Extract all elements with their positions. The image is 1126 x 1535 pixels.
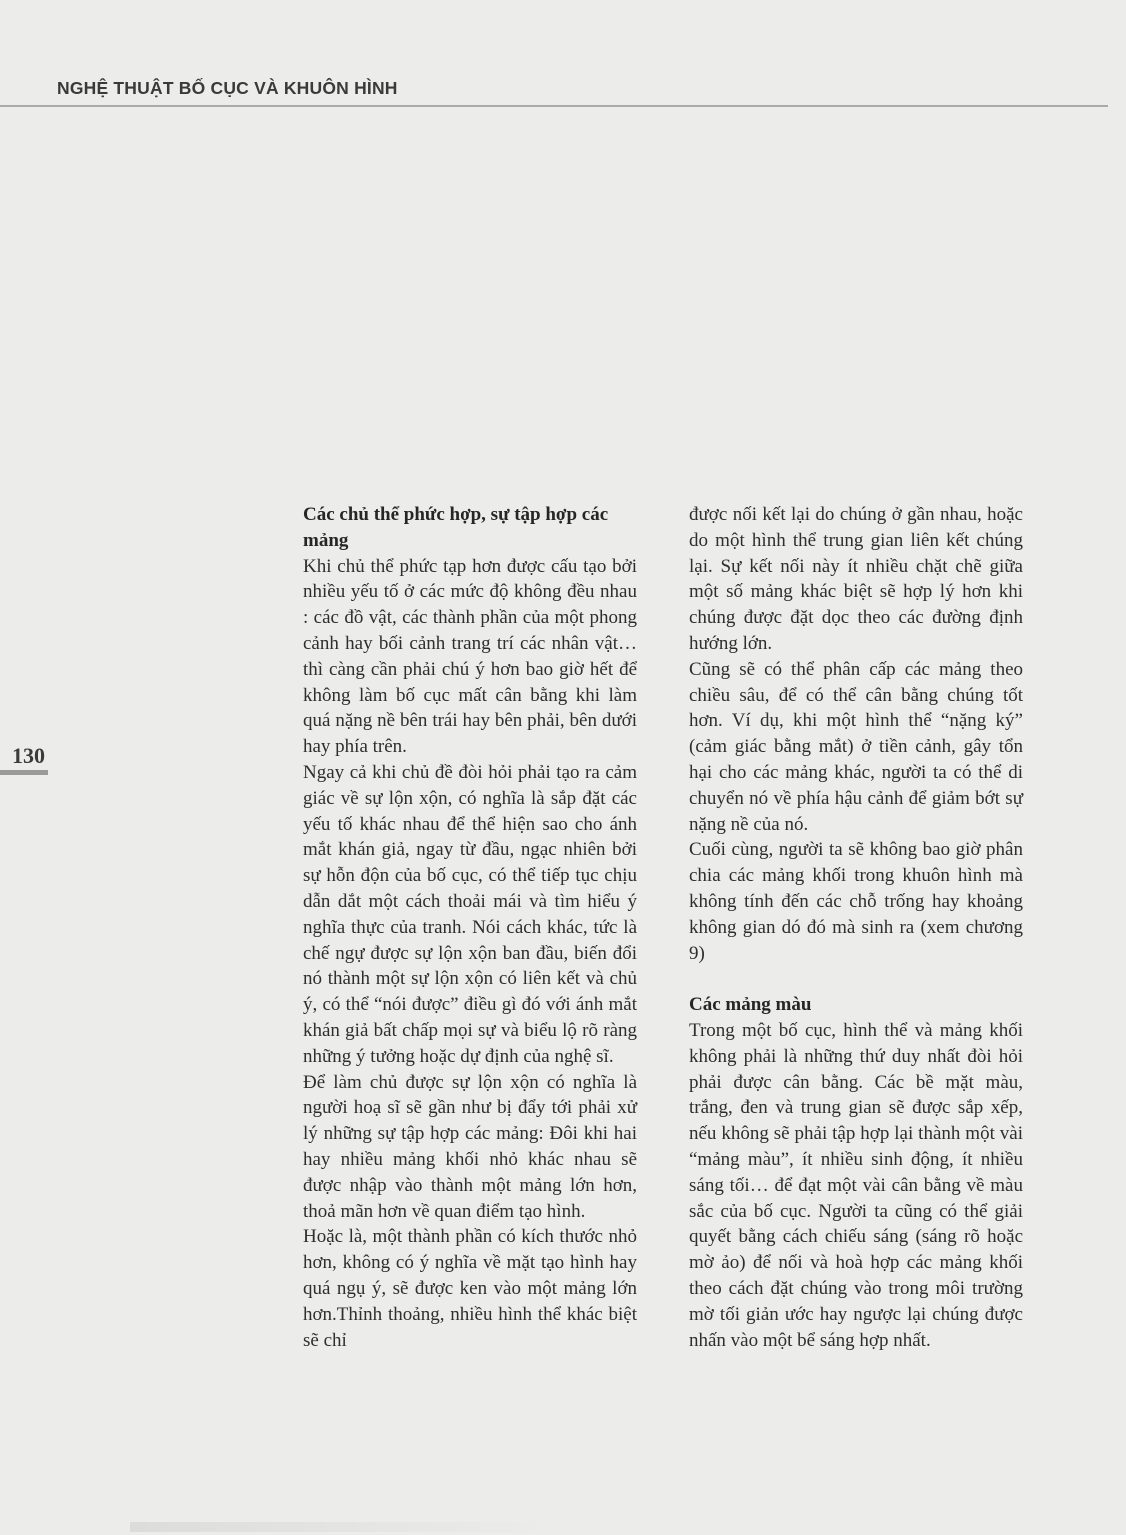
page-number-rule (0, 770, 48, 775)
running-head-title: NGHỆ THUẬT BỐ CỤC VÀ KHUÔN HÌNH (57, 78, 398, 98)
paragraph: Cuối cùng, người ta sẽ không bao giờ phân chia các mảng khối trong khuôn hình mà không tính đến các chỗ trống hay khoảng không gian dó đó mà sinh ra (xem chương 9) (689, 839, 1023, 964)
paragraph-continuation: được nối kết lại do chúng ở gần nhau, hoặc do một hình thể trung gian liên kết chúng lại. Sự kết nối này ít nhiều chặt chẽ giữa một số mảng khác biệt sẽ hợp lý hơn khi chúng được đặt dọc theo các đường định hướng lớn. (689, 504, 1023, 654)
paragraph: Cũng sẽ có thể phân cấp các mảng theo chiều sâu, để có thể cân bằng chúng tốt hơn. Ví dụ, khi một hình thể “nặng ký” (cảm giác bằng mắt) ở tiền cảnh, gây tổn hại cho các mảng khác, người ta có thể di chuyển nó về phía hậu cảnh để giảm bớt sự nặng nề của nó. (689, 658, 1023, 835)
bleed-through-shadow (130, 1522, 550, 1532)
paragraph: Trong một bố cục, hình thể và mảng khối không phải là những thứ duy nhất đòi hỏi phải được cân bằng. Các bề mặt màu, trắng, đen và trung gian sẽ được sắp xếp, nếu không sẽ phải tập hợp lại thành một vài “mảng màu”, ít nhiều sinh động, ít nhiều sáng tối… để đạt một vài cân bằng về màu sắc của bố cục. Người ta cũng có thể giải quyết bằng cách chiếu sáng (sáng rõ hoặc mờ ảo) để nối và hoà hợp các mảng khối theo cách đặt chúng vào trong môi trường mờ tối giản ước hay ngược lại chúng được nhấn vào một bể sáng hợp nhất. (689, 1019, 1023, 1351)
section-heading-composite-subjects: Các chủ thể phức hợp, sự tập hợp các mảng (303, 504, 609, 551)
page-number: 130 (12, 743, 45, 768)
text-column-left (303, 502, 637, 1353)
paragraph: Để làm chủ được sự lộn xộn có nghĩa là người hoạ sĩ sẽ gần như bị đẩy tới phải xử lý những sự tập hợp các mảng: Đôi khi hai hay nhiều mảng khối nhỏ khác nhau sẽ được nhập vào thành một mảng lớn hơn, thoả mãn hơn về quan điểm tạo hình. (303, 1071, 637, 1222)
section-spacer (689, 966, 1023, 992)
paragraph: Ngay cả khi chủ đề đòi hỏi phải tạo ra cảm giác về sự lộn xộn, có nghĩa là sắp đặt các yếu tố khác nhau để thể hiện sao cho ánh mắt khán giả, ngay từ đầu, ngạc nhiên bởi sự hỗn độn của bố cục, có thể tiếp tục chịu dẫn dắt một cách thoải mái và tìm hiểu ý nghĩa thực của tranh. Nói cách khác, tức là chế ngự được sự lộn xộn ban đầu, biến đổi nó thành một sự lộn xộn có liên kết và chủ ý, có thể “nói được” điều gì đó với ánh mắt khán giả bất chấp mọi sự và biểu lộ rõ ràng những ý tưởng hoặc dự định của nghệ sĩ. (303, 761, 637, 1067)
header-rule (0, 105, 1108, 107)
paragraph: Khi chủ thể phức tạp hơn được cấu tạo bởi nhiều yếu tố ở các mức độ không đều nhau : các đồ vật, các thành phần của một phong cảnh hay bối cảnh trang trí các nhân vật…thì càng cần phải chú ý hơn bao giờ hết để không làm bố cục mất cân bằng khi làm quá nặng nề bên trái hay bên phải, bên dưới hay phía trên. (303, 555, 637, 758)
paragraph-continued: Hoặc là, một thành phần có kích thước nhỏ hơn, không có ý nghĩa về mặt tạo hình hay quá ngụ ý, sẽ được ken vào một mảng lớn hơn.Thỉnh thoảng, nhiều hình thể khác biệt sẽ chỉ (303, 1226, 637, 1351)
section-heading-color-masses: Các mảng màu (689, 994, 812, 1016)
text-column-right (689, 502, 1023, 1353)
